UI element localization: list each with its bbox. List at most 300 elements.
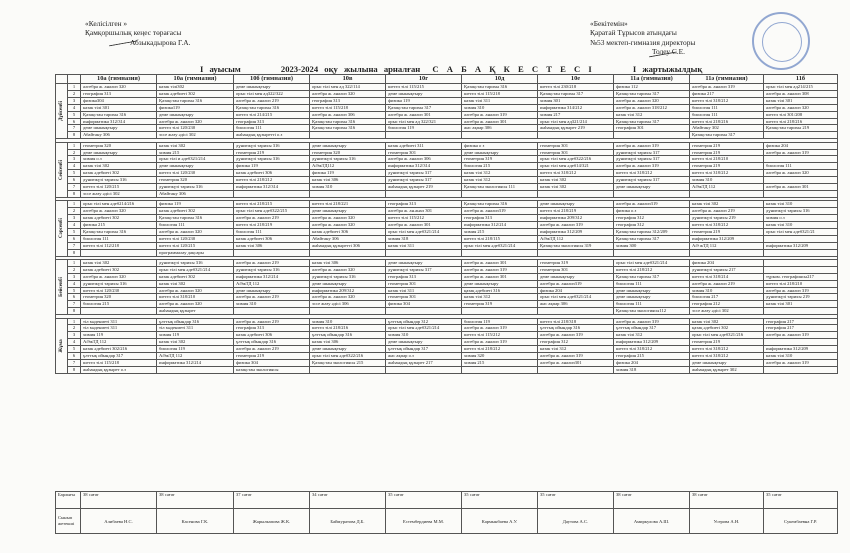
lesson-cell: биология 111 xyxy=(157,222,234,229)
lesson-cell: геометрия 320 xyxy=(157,177,234,184)
lesson-cell: алгебра ж. ан.анал 301 xyxy=(386,208,462,215)
lesson-cell: тіл мәдениеті 311 xyxy=(81,325,157,332)
lesson-cell: казак тілі 310 xyxy=(764,201,838,208)
lesson-cell: алгебра ж. анализ 320 xyxy=(310,222,386,229)
hours-cell: 37 сағат xyxy=(234,492,310,509)
lesson-cell: химия 310 xyxy=(690,177,764,184)
lesson-cell: физика 217 xyxy=(690,90,764,97)
title-shift: I ауысым xyxy=(200,64,241,74)
lesson-cell: казак әдебиеті 302/216 xyxy=(81,346,157,353)
schedule-table xyxy=(55,74,838,374)
lesson-cell xyxy=(462,308,538,315)
lesson-cell: казак тілі 301 xyxy=(81,104,157,111)
title-half: I жартыжылдық xyxy=(632,64,703,74)
lesson-cell: ұлттық ойындар 316 xyxy=(157,318,234,325)
lesson-cell: алгебра ж. анализ 320 xyxy=(157,287,234,294)
lesson-cell: шетел тілі 318/210 xyxy=(157,294,234,301)
lesson-cell: шетел тілі 318/212 xyxy=(690,170,764,177)
lesson-cell: дүниежүзі тарихы 316 xyxy=(234,156,310,163)
table-row xyxy=(56,118,838,125)
lesson-cell: алгебра ж. анализ301 xyxy=(538,360,614,367)
lesson-cell: эссе жазу әдісі 302 xyxy=(690,308,764,315)
header-day xyxy=(56,75,68,84)
lesson-cell: қазақ әдебиеті 316 xyxy=(462,287,538,294)
lesson-cell: дүниежүзі тарихы 317 xyxy=(386,266,462,273)
lesson-cell: орыс тілі и әдеб321/214 xyxy=(157,156,234,163)
lesson-cell: география 301 xyxy=(614,125,690,132)
lesson-number: 2 xyxy=(68,90,81,97)
lesson-cell: алгебра ж. анализ 319 xyxy=(764,360,838,367)
lesson-cell: география 313 xyxy=(234,325,310,332)
lesson-cell: орыс тілі мен әдеб321/214 xyxy=(386,325,462,332)
approval-right xyxy=(590,19,695,57)
lesson-cell: геометрия 319 xyxy=(462,156,538,163)
lesson-cell: казак тілі 301 xyxy=(764,97,838,104)
lesson-cell: химия 215 xyxy=(462,228,538,235)
lesson-cell: жаһандық құзырет 219 xyxy=(538,125,614,132)
lesson-cell: казак тілі 312 xyxy=(614,332,690,339)
lesson-cell: шетел тілі 318/212 xyxy=(690,346,764,353)
lesson-cell: жас ақпар 306 xyxy=(538,301,614,308)
approval-right-director: №53 мектеп-гимназия директоры xyxy=(590,37,696,47)
lesson-cell: АӘжТД 112 xyxy=(157,353,234,360)
lesson-cell: казак тілі 302 xyxy=(538,184,614,191)
lesson-cell: деме шынықтыру xyxy=(81,125,157,132)
lesson-cell: информатика 312/209 xyxy=(614,339,690,346)
lesson-cell: жаһандық құзырет xyxy=(157,308,234,315)
lesson-cell: эссе жазу әдісі 306 xyxy=(310,301,386,308)
lesson-cell: ұлттық ойындар 317 xyxy=(81,353,157,360)
lesson-cell xyxy=(764,177,838,184)
lesson-cell: орыс тілі мен әдеб321/214 xyxy=(157,266,234,273)
lesson-cell: физика о.з xyxy=(614,208,690,215)
lesson-cell: биология 111 xyxy=(690,104,764,111)
table-row xyxy=(56,332,838,339)
lesson-cell: казак тілі 310 xyxy=(764,222,838,229)
lesson-cell: физика 119 xyxy=(386,97,462,104)
lesson-cell: деме шынықтыру xyxy=(462,149,538,156)
lesson-cell: биология 111 xyxy=(234,228,310,235)
teacher-row xyxy=(56,509,838,534)
teacher-cell: Алибаева Н.С. xyxy=(81,509,157,534)
lesson-cell xyxy=(81,249,157,256)
lesson-cell xyxy=(234,190,310,197)
lesson-cell: казак тілі 302 xyxy=(690,201,764,208)
lesson-cell: химия о.з xyxy=(81,156,157,163)
lesson-cell: тіл мәдениеті 311 xyxy=(81,318,157,325)
lesson-cell: казак тілі 311 xyxy=(386,287,462,294)
lesson-cell: география 313 xyxy=(234,118,310,125)
header-num xyxy=(68,75,81,84)
lesson-cell xyxy=(764,366,838,373)
lesson-number: 7 xyxy=(68,184,81,191)
lesson-cell xyxy=(614,249,690,256)
lesson-cell: деме шынықтыру xyxy=(614,184,690,191)
lesson-number: 4 xyxy=(68,222,81,229)
lesson-cell: деме шынықтыру xyxy=(386,339,462,346)
lesson-cell xyxy=(462,132,538,139)
lesson-cell: шетел тілі 218/115 xyxy=(462,235,538,242)
lesson-cell: биология 119 xyxy=(462,318,538,325)
lesson-cell: химия 310 xyxy=(310,318,386,325)
lesson-cell: география 217 xyxy=(764,325,838,332)
lesson-cell: дүниежүзі тарихы 219 xyxy=(764,294,838,301)
lesson-cell xyxy=(310,366,386,373)
lesson-number: 1 xyxy=(68,201,81,208)
lesson-cell: информатика 314/212 xyxy=(538,104,614,111)
lesson-cell: Қазақстан тарихы 316 xyxy=(81,228,157,235)
lesson-cell: информатика 312/214 xyxy=(234,273,310,280)
lesson-cell: казак тілі 306 xyxy=(234,242,310,249)
lesson-cell: шетел тілі 318/212 xyxy=(614,346,690,353)
lesson-number: 3 xyxy=(68,332,81,339)
class-header: 10а (гимназия) xyxy=(81,75,157,84)
lesson-cell: казак әдебиеті 302 xyxy=(157,90,234,97)
lesson-cell: дүниежүзі тарихы 316 xyxy=(81,280,157,287)
lesson-number: 6 xyxy=(68,235,81,242)
day-label: Бейсенбі xyxy=(58,277,64,297)
lesson-cell: геометрия 219 xyxy=(234,353,310,360)
lesson-cell: алгебра ж. анализ 320 xyxy=(310,294,386,301)
class-header: 10д xyxy=(462,75,538,84)
lesson-cell xyxy=(764,132,838,139)
lesson-cell xyxy=(538,249,614,256)
lesson-cell: биология 215 xyxy=(462,163,538,170)
lesson-cell: биология 215 xyxy=(81,301,157,308)
lesson-cell: орыс тілі мен ад 322/321 xyxy=(386,118,462,125)
lesson-cell: алгебра ж. анализ 301 xyxy=(386,222,462,229)
hours-cell: 38 сағат xyxy=(157,492,234,509)
lesson-cell: шетел тілі 318/212 xyxy=(614,170,690,177)
lesson-cell: шетел тілі 112/218 xyxy=(81,242,157,249)
lesson-cell: дүниежүзі тарихы 316 xyxy=(157,184,234,191)
lesson-cell: геометрия 320 xyxy=(310,149,386,156)
lesson-cell: химия 300 xyxy=(614,242,690,249)
table-row xyxy=(56,318,838,325)
lesson-cell: Қазақстан экологиясы 319 xyxy=(538,242,614,249)
table-row xyxy=(56,346,838,353)
lesson-cell: алгебра ж. анализ 301 xyxy=(462,273,538,280)
lesson-number: 6 xyxy=(68,353,81,360)
lesson-cell: дүниежүзі тарихы 317 xyxy=(386,177,462,184)
lesson-cell xyxy=(310,190,386,197)
lesson-cell: биология 119 xyxy=(386,125,462,132)
lesson-cell: химия 119 xyxy=(157,332,234,339)
lesson-cell: биология 111 xyxy=(81,235,157,242)
table-row xyxy=(56,259,838,266)
lesson-cell: химия 310 xyxy=(234,301,310,308)
lesson-cell: казак әдебиеті 302 xyxy=(157,273,234,280)
table-row xyxy=(56,132,838,139)
lesson-number: 5 xyxy=(68,346,81,353)
approval-right-label: «Бекітемін» xyxy=(590,19,628,28)
lesson-cell: геометрия 301 xyxy=(538,142,614,149)
lesson-cell: Қазақстан тарихы 317 xyxy=(690,132,764,139)
lesson-cell: дүниежүзі тарихы 316 xyxy=(234,266,310,273)
teacher-cell: Амиркулова А.Ш. xyxy=(614,509,690,534)
lesson-cell: геометрия 319 xyxy=(538,259,614,266)
lesson-cell: казак әдебиеті 302 xyxy=(81,215,157,222)
lesson-cell: эссе жазу әдісі 302 xyxy=(157,132,234,139)
class-header: 10в xyxy=(310,75,386,84)
lesson-number: 3 xyxy=(68,156,81,163)
lesson-cell: шетел тілі 318/214 xyxy=(690,273,764,280)
lesson-cell: алгебра ж. анализ 320 xyxy=(310,90,386,97)
table-row xyxy=(56,308,838,315)
table-row xyxy=(56,294,838,301)
table-row xyxy=(56,273,838,280)
lesson-cell: информатика 312/209 xyxy=(538,228,614,235)
lesson-cell: казак тілі302 xyxy=(157,84,234,91)
lesson-cell: шетел тілі 218/216 xyxy=(764,118,838,125)
lesson-cell: казак әдебиеті 306 xyxy=(234,235,310,242)
lesson-cell: алгебра ж. анализ 320 xyxy=(310,215,386,222)
lesson-cell: жаһандық құзыретті о.з xyxy=(234,132,310,139)
lesson-cell: дүниежүзі тарихы 316 xyxy=(81,177,157,184)
lesson-cell xyxy=(81,308,157,315)
lesson-cell: шетел тілі 120/230 xyxy=(157,170,234,177)
lesson-cell: деме шынықтыру xyxy=(310,142,386,149)
lesson-cell: алгебра ж. анализ 319 xyxy=(462,339,538,346)
lesson-cell: деме шынықтыру xyxy=(386,90,462,97)
table-row xyxy=(56,142,838,149)
lesson-number: 4 xyxy=(68,280,81,287)
lesson-number: 7 xyxy=(68,242,81,249)
lesson-number: 1 xyxy=(68,84,81,91)
lesson-cell: шетел тілі 120/230 xyxy=(157,235,234,242)
lesson-cell: информатика 312/209 xyxy=(764,242,838,249)
lesson-cell: Қазақстан тарихы 312/209 xyxy=(614,228,690,235)
lesson-cell: Қазақстан тарихы 316 xyxy=(234,104,310,111)
lesson-cell: информатика 312/314 xyxy=(81,118,157,125)
lesson-cell: алгебра ж. анализ 301 xyxy=(386,111,462,118)
lesson-cell: деме шынықтыру xyxy=(310,208,386,215)
lesson-cell: казак тілі 306 xyxy=(310,177,386,184)
lesson-cell: химия 301 xyxy=(538,97,614,104)
lesson-cell: химия 320 xyxy=(462,353,538,360)
lesson-cell: алгебра ж. анализ 320 xyxy=(81,84,157,91)
lesson-cell xyxy=(764,266,838,273)
lesson-cell: геометрия 219 xyxy=(234,149,310,156)
lesson-cell: алгебра ж. анализ 319 xyxy=(614,142,690,149)
lesson-cell: алгебра ж. анализ 219 xyxy=(234,215,310,222)
table-row xyxy=(56,366,838,373)
lesson-number: 2 xyxy=(68,149,81,156)
lesson-cell: казак тілі 312 xyxy=(614,111,690,118)
lesson-cell: программалау дақсары xyxy=(157,249,234,256)
table-row xyxy=(56,235,838,242)
lesson-cell: геометрия 301 xyxy=(538,266,614,273)
lesson-cell: алгебра ж. анализ 319 xyxy=(538,353,614,360)
lesson-cell: шетел тілі 230/218 xyxy=(538,84,614,91)
lesson-cell: шетел тілі 218/216 xyxy=(310,325,386,332)
lesson-cell: алгебра ж. анализ 219 xyxy=(690,208,764,215)
lesson-cell: алгебра ж. анализ 301 xyxy=(462,259,538,266)
lesson-cell: информатика 312/214 xyxy=(157,360,234,367)
lesson-cell: алгебра ж. анализ 320 xyxy=(310,266,386,273)
lesson-cell: география 313 xyxy=(386,201,462,208)
lesson-cell: орыс тілі мен әдеб321/214 xyxy=(386,228,462,235)
approval-left-label: «Келісілген » xyxy=(85,19,128,28)
lesson-cell: алгебра ж. анализ 320 xyxy=(157,118,234,125)
day-label-cell xyxy=(56,201,68,256)
lesson-cell: химия 318 xyxy=(614,366,690,373)
lesson-cell: алгебра ж. анализ 320 xyxy=(157,228,234,235)
lesson-cell: химия 310 xyxy=(690,287,764,294)
lesson-cell: деме шынықтыру xyxy=(234,287,310,294)
lesson-number: 7 xyxy=(68,360,81,367)
lesson-cell: геометрия 219 xyxy=(690,228,764,235)
lesson-cell: химия 310 xyxy=(386,332,462,339)
lesson-cell: информатика 312/314 xyxy=(386,163,462,170)
lesson-cell: алгебра ж. анализ319 xyxy=(538,280,614,287)
lesson-cell: алгебра ж. анализ 319 xyxy=(462,325,538,332)
lesson-number: 7 xyxy=(68,125,81,132)
title-word: С А Б А Қ К Е С Т Е С І xyxy=(432,64,593,74)
lesson-cell: Абайтану 306 xyxy=(81,132,157,139)
lesson-cell: шетел тілі 120/215 xyxy=(81,184,157,191)
lesson-number: 6 xyxy=(68,118,81,125)
lesson-cell: орыс тілі мен ад214/215 xyxy=(764,84,838,91)
lesson-number: 1 xyxy=(68,142,81,149)
lesson-cell: казак әдебиеті 302 xyxy=(81,266,157,273)
lesson-cell: информатика 312/209 xyxy=(690,235,764,242)
lesson-cell: Қазақстан тарихы 316 xyxy=(462,201,538,208)
lesson-cell: дүниежүзі тарихы 316 xyxy=(310,156,386,163)
lesson-cell xyxy=(310,308,386,315)
lesson-cell: Қазақстан тарихы 316 xyxy=(462,84,538,91)
schedule-footer xyxy=(55,491,838,534)
lesson-cell xyxy=(157,366,234,373)
lesson-cell: биология 111 xyxy=(614,301,690,308)
lesson-cell: информатика 209/312 xyxy=(310,287,386,294)
lesson-cell: алгебра ж. анализ 308 xyxy=(764,90,838,97)
lesson-cell: шетел тілі 218/221 xyxy=(310,201,386,208)
lesson-cell: алгебра ж. анализ 219 xyxy=(234,318,310,325)
lesson-cell: казак тілі 302 xyxy=(690,318,764,325)
lesson-cell: география 313 xyxy=(310,97,386,104)
class-header: 10е xyxy=(538,75,614,84)
lesson-cell: алгебра ж. анализ 319 xyxy=(614,318,690,325)
lesson-cell: казак тілі 302 xyxy=(538,177,614,184)
lesson-number: 6 xyxy=(68,177,81,184)
lesson-number: 5 xyxy=(68,170,81,177)
lesson-cell: шетел тілі 115/218 xyxy=(310,104,386,111)
title-year: 2023-2024 оқу жылына арналған xyxy=(280,64,421,74)
lesson-cell: казак тілі 302 xyxy=(157,280,234,287)
lesson-cell: деме шынықтыру xyxy=(462,280,538,287)
lesson-cell: дүниежүзі тарихы 316 xyxy=(234,142,310,149)
lesson-cell: Абайтану 302 xyxy=(690,125,764,132)
lesson-number: 8 xyxy=(68,366,81,373)
lesson-cell: Қазақстан тарихы 316 xyxy=(310,125,386,132)
teacher-cell: Баймуратова Д.Б. xyxy=(310,509,386,534)
lesson-cell xyxy=(538,190,614,197)
approval-right-name: Толеу С.Е. xyxy=(652,47,686,57)
lesson-cell: шетел тілі 218/210 xyxy=(764,280,838,287)
lesson-cell: физика304 xyxy=(81,97,157,104)
lesson-cell: география 215 xyxy=(614,353,690,360)
table-row xyxy=(56,360,838,367)
table-row xyxy=(56,90,838,97)
lesson-cell: казак тілі 306 xyxy=(310,339,386,346)
lesson-cell: геометрия 219 xyxy=(690,163,764,170)
class-header: 11б xyxy=(764,75,838,84)
lesson-cell: алгебра ж. анализ 320 xyxy=(157,301,234,308)
lesson-cell: геометрия 301 xyxy=(386,280,462,287)
lesson-cell: алгебра ж. анализ 319 xyxy=(614,163,690,170)
lesson-cell: геометрия 319 xyxy=(462,301,538,308)
lesson-cell: жас ақпар 306 xyxy=(462,125,538,132)
table-row xyxy=(56,222,838,229)
lesson-cell: шетел тілі 218/212 xyxy=(462,346,538,353)
table-row xyxy=(56,242,838,249)
lesson-cell xyxy=(764,249,838,256)
lesson-cell xyxy=(764,259,838,266)
lesson-cell xyxy=(386,308,462,315)
lesson-cell: казак тілі 310 xyxy=(764,353,838,360)
table-row xyxy=(56,97,838,104)
lesson-cell: биология 111 xyxy=(764,163,838,170)
lesson-cell: алгебра ж. анализ 219 xyxy=(234,294,310,301)
lesson-cell: Қазақстан тарихы 317 xyxy=(538,90,614,97)
lesson-cell xyxy=(386,249,462,256)
table-row xyxy=(56,163,838,170)
lesson-cell: орыс тілі мен әдеб322/216 xyxy=(310,353,386,360)
lesson-cell: орыс тілі мен әдеб322/215 xyxy=(234,208,310,215)
lesson-cell: шетел тілі 120/230 xyxy=(81,287,157,294)
lesson-cell xyxy=(538,132,614,139)
lesson-cell: химия 310 xyxy=(310,184,386,191)
lesson-cell: орыс тілі мен әдеб14/321 xyxy=(538,163,614,170)
teacher-cell: Кармынбаева А.У. xyxy=(462,509,538,534)
lesson-number: 3 xyxy=(68,215,81,222)
lesson-cell: физика119 xyxy=(157,104,234,111)
lesson-cell: алгебра ж. анализ 319 xyxy=(462,266,538,273)
lesson-cell: дүниежүзі тарихы 317 xyxy=(614,149,690,156)
lesson-cell: казак әдебиеті 302 xyxy=(81,170,157,177)
lesson-cell: шетел тілі 115/212 xyxy=(462,332,538,339)
day-label-cell xyxy=(56,142,68,197)
lesson-cell: Қазақстан тарихы 219 xyxy=(764,125,838,132)
teacher-cell: Касенова Г.К. xyxy=(157,509,234,534)
lesson-cell: орыс тілі мен ад 322/114 xyxy=(310,84,386,91)
lesson-cell: география 312 xyxy=(614,215,690,222)
lesson-cell xyxy=(764,156,838,163)
lesson-cell: казак әдебиеті 311 xyxy=(386,142,462,149)
lesson-cell: деме шынықтыру xyxy=(81,149,157,156)
lesson-cell: орыс тілі мен әдеб322/216 xyxy=(538,156,614,163)
lesson-cell: деме шынықтыру xyxy=(538,201,614,208)
lesson-cell xyxy=(462,190,538,197)
table-row xyxy=(56,301,838,308)
lesson-number: 7 xyxy=(68,301,81,308)
lesson-cell: география 313 xyxy=(462,215,538,222)
teacher-cell: Естембердиева М.М. xyxy=(386,509,462,534)
lesson-cell: алгебра ж. анализ 319 xyxy=(764,332,838,339)
lesson-number: 8 xyxy=(68,132,81,139)
lesson-cell: геометрия 219 xyxy=(690,142,764,149)
lesson-cell: ұлттық ойындар 317 xyxy=(386,346,462,353)
lesson-cell: география 313 xyxy=(386,273,462,280)
lesson-cell: физика 304 xyxy=(234,360,310,367)
table-row xyxy=(56,190,838,197)
lesson-cell: физика 204 xyxy=(764,142,838,149)
lesson-cell: орыс тілі мен әдеб321/214 xyxy=(538,294,614,301)
table-row xyxy=(56,228,838,235)
teacher-cell: Сукембаевна Г.Р. xyxy=(764,509,838,534)
lesson-cell: алгебра ж. анализ319 xyxy=(614,201,690,208)
